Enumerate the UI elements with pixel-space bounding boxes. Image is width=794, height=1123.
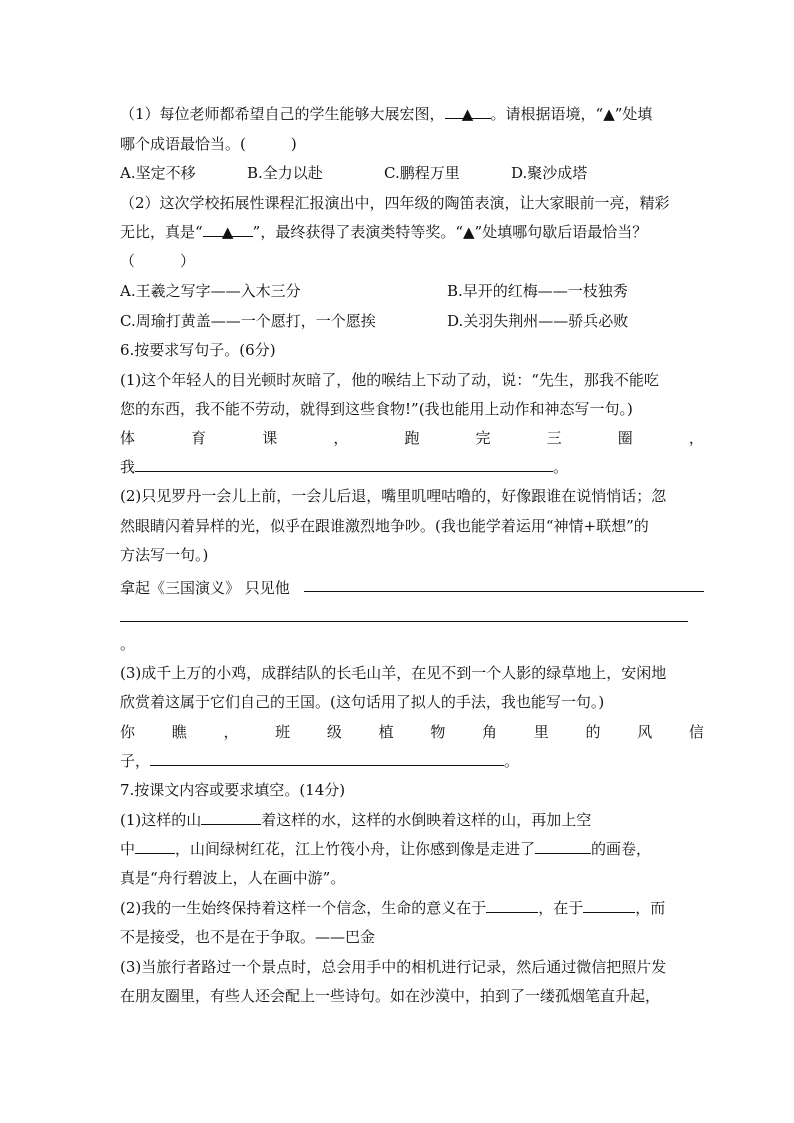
- char: 角: [482, 723, 498, 741]
- q7-blank-1[interactable]: [201, 810, 261, 825]
- q1-option-a[interactable]: A.坚定不移: [120, 164, 196, 182]
- answer-suffix: 。: [553, 458, 569, 476]
- q6-s1-line-2: 您的东西，我不能不劳动，就得到这些食物!”(我也能用上动作和神态写一句。): [120, 400, 633, 418]
- q7-blank-2[interactable]: [135, 839, 175, 854]
- q1-option-c[interactable]: C.鹏程万里: [384, 164, 460, 182]
- q1-line-2: 哪个成语最恰当。( ): [120, 135, 297, 153]
- q2-blank[interactable]: [203, 222, 253, 241]
- text: 的画卷，: [591, 840, 652, 858]
- char: 体: [120, 429, 136, 447]
- char: ，: [333, 429, 349, 447]
- char: ，: [223, 723, 239, 741]
- q7-a-line-1: [120, 810, 591, 830]
- q1-line-1: [120, 104, 652, 124]
- char: ，: [688, 429, 704, 447]
- q1-option-b[interactable]: B.全力以赴: [247, 164, 323, 182]
- q1-option-d[interactable]: D.聚沙成塔: [511, 164, 588, 182]
- q1-text-a: （1）每位老师都希望自己的学生能够大展宏图，: [120, 105, 445, 123]
- q2-option-a[interactable]: A.王羲之写字——入木三分: [120, 282, 301, 300]
- q1-blank[interactable]: [445, 104, 491, 123]
- text: (2)我的一生始终保持着这样一个信念，生命的意义在于: [120, 899, 487, 917]
- char: 育: [191, 429, 207, 447]
- char: 物: [430, 723, 446, 741]
- triangle-marker-icon: ▲: [461, 105, 474, 123]
- char: 跑: [404, 429, 420, 447]
- q7-c-line-2: 在朋友圈里，有些人还会配上一些诗句。如在沙漠中，拍到了一缕孤烟笔直升起，: [120, 987, 661, 1005]
- q2-option-c[interactable]: C.周瑜打黄盖——一个愿打，一个愿挨: [120, 312, 376, 330]
- text: 着这样的水，这样的水倒映着这样的山，再加上空: [261, 811, 592, 829]
- q2-text-b: ”，最终获得了表演类特等奖。“▲”处填哪句歇后语最恰当？: [252, 223, 648, 241]
- q7-title: 7.按课文内容或要求填空。(14分): [120, 781, 346, 799]
- q2-line-1: （2）这次学校拓展性课程汇报演出中，四年级的陶笛表演，让大家眼前一亮，精彩: [120, 194, 670, 212]
- q2-line-3: （ ）: [120, 252, 196, 270]
- q7-a-line-2: [120, 839, 651, 859]
- q7-blank-4[interactable]: [486, 898, 538, 913]
- text: ，山间绿树红花，江上竹筏小舟，让你感到像是走进了: [175, 840, 536, 858]
- char: 课: [262, 429, 278, 447]
- q1-text-b: 。请根据语境，“▲”处填: [490, 105, 653, 123]
- q6-s3-answer-blank[interactable]: [150, 751, 504, 766]
- q7-blank-3[interactable]: [535, 839, 591, 854]
- q6-s2-line-2: 然眼睛闪着异样的光，似乎在跟谁激烈地争吵。(我也能学着运用“神情+联想”的: [120, 517, 649, 535]
- q6-s2-line-4: 拿起《三国演义》 只见他: [120, 579, 290, 597]
- q6-s1-prompt: [120, 428, 704, 448]
- answer-suffix: 。: [504, 752, 520, 770]
- char: 里: [533, 723, 549, 741]
- char: 完: [475, 429, 491, 447]
- q6-s1-answer-line: [120, 457, 568, 477]
- q2-text-a: 无比，真是“: [120, 223, 203, 241]
- q7-blank-5[interactable]: [583, 898, 635, 913]
- q7-b-line-1: [120, 898, 665, 918]
- char: 圈: [617, 429, 633, 447]
- char: 信: [688, 723, 704, 741]
- q6-s2-answer-blank-1[interactable]: [304, 591, 704, 592]
- q6-s3-answer-line: [120, 751, 519, 771]
- q2-line-2: [120, 222, 647, 242]
- char: 的: [585, 723, 601, 741]
- q2-option-b[interactable]: B.早开的红梅——一枝独秀: [447, 282, 628, 300]
- q6-s2-line-1: (2)只见罗丹一会儿上前，一会儿后退，嘴里叽哩咕噜的，好像跟谁在说悄悄话；忽: [120, 487, 667, 505]
- answer-prefix: 我: [120, 458, 136, 476]
- q7-b-line-2: 不是接受，也不是在于争取。——巴金: [120, 928, 376, 946]
- char: 级: [326, 723, 342, 741]
- text: ，而: [635, 899, 666, 917]
- q6-s3-line-2: 欣赏着这属于它们自己的王国。(这句话用了拟人的手法，我也能写一句。): [120, 693, 605, 711]
- q6-s2-answer-blank-2[interactable]: [120, 621, 688, 622]
- q6-s2-line-6: 。: [120, 635, 136, 653]
- text: ，在于: [538, 899, 584, 917]
- text: (1)这样的山: [120, 811, 202, 829]
- q6-s3-prompt: [120, 722, 704, 742]
- q6-title: 6.按要求写句子。(6分): [120, 341, 276, 359]
- char: 瞧: [171, 723, 187, 741]
- char: 你: [120, 723, 136, 741]
- char: 三: [546, 429, 562, 447]
- char: 风: [637, 723, 653, 741]
- answer-prefix: 子，: [120, 752, 151, 770]
- char: 植: [378, 723, 394, 741]
- q6-s1-line-1: (1)这个年轻人的目光顿时灰暗了，他的喉结上下动了动，说：“先生，那我不能吃: [120, 371, 659, 389]
- q6-s3-line-1: (3)成千上万的小鸡，成群结队的长毛山羊，在见不到一个人影的绿草地上，安闲地: [120, 664, 667, 682]
- triangle-marker-icon: ▲: [221, 223, 234, 241]
- char: 班: [275, 723, 291, 741]
- q2-option-d[interactable]: D.关羽失荆州——骄兵必败: [447, 312, 629, 330]
- q6-s1-answer-blank[interactable]: [135, 457, 553, 472]
- q7-c-line-1: (3)当旅行者路过一个景点时，总会用手中的相机进行记录，然后通过微信把照片发: [120, 958, 667, 976]
- q6-s2-line-3: 方法写一句。): [120, 546, 209, 564]
- text: 中: [120, 840, 136, 858]
- q7-a-line-3: 真是“舟行碧波上，人在画中游”。: [120, 869, 346, 887]
